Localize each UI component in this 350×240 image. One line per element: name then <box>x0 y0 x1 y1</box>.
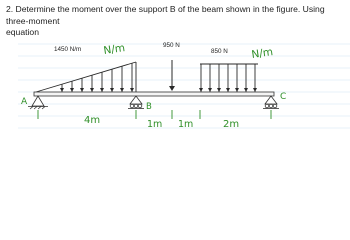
support-a-label: A <box>21 97 28 107</box>
dimension-marks <box>38 110 271 119</box>
point-load-arrow <box>169 60 175 91</box>
span-ab-label: 4m <box>84 115 101 126</box>
support-b-roller <box>128 96 144 109</box>
left-load-label: 1450 N/m <box>54 46 82 53</box>
support-c-label: C <box>280 92 287 102</box>
beam <box>34 92 274 96</box>
triangular-load <box>36 62 136 92</box>
span-r-c-label: 2m <box>223 119 240 130</box>
support-c-roller <box>263 96 279 109</box>
span-b-p-label: 1m <box>147 119 163 130</box>
right-load-label: 850 N <box>211 48 228 55</box>
unit-right-handwritten: N/m <box>250 46 274 61</box>
point-load-label: 950 N <box>163 42 180 49</box>
support-a-pin <box>28 96 48 109</box>
question-line-2: equation <box>6 27 39 37</box>
span-p-r-label: 1m <box>178 119 194 130</box>
ruled-lines <box>18 44 350 128</box>
support-b-label: B <box>146 102 152 112</box>
uniform-load-arrowheads <box>199 88 257 92</box>
question-line-1: 2. Determine the moment over the support B of the beam shown in the figure. Using three-moment <box>6 4 325 26</box>
triangular-load-arrowheads <box>60 88 134 92</box>
unit-left-handwritten: N/m <box>102 42 126 57</box>
